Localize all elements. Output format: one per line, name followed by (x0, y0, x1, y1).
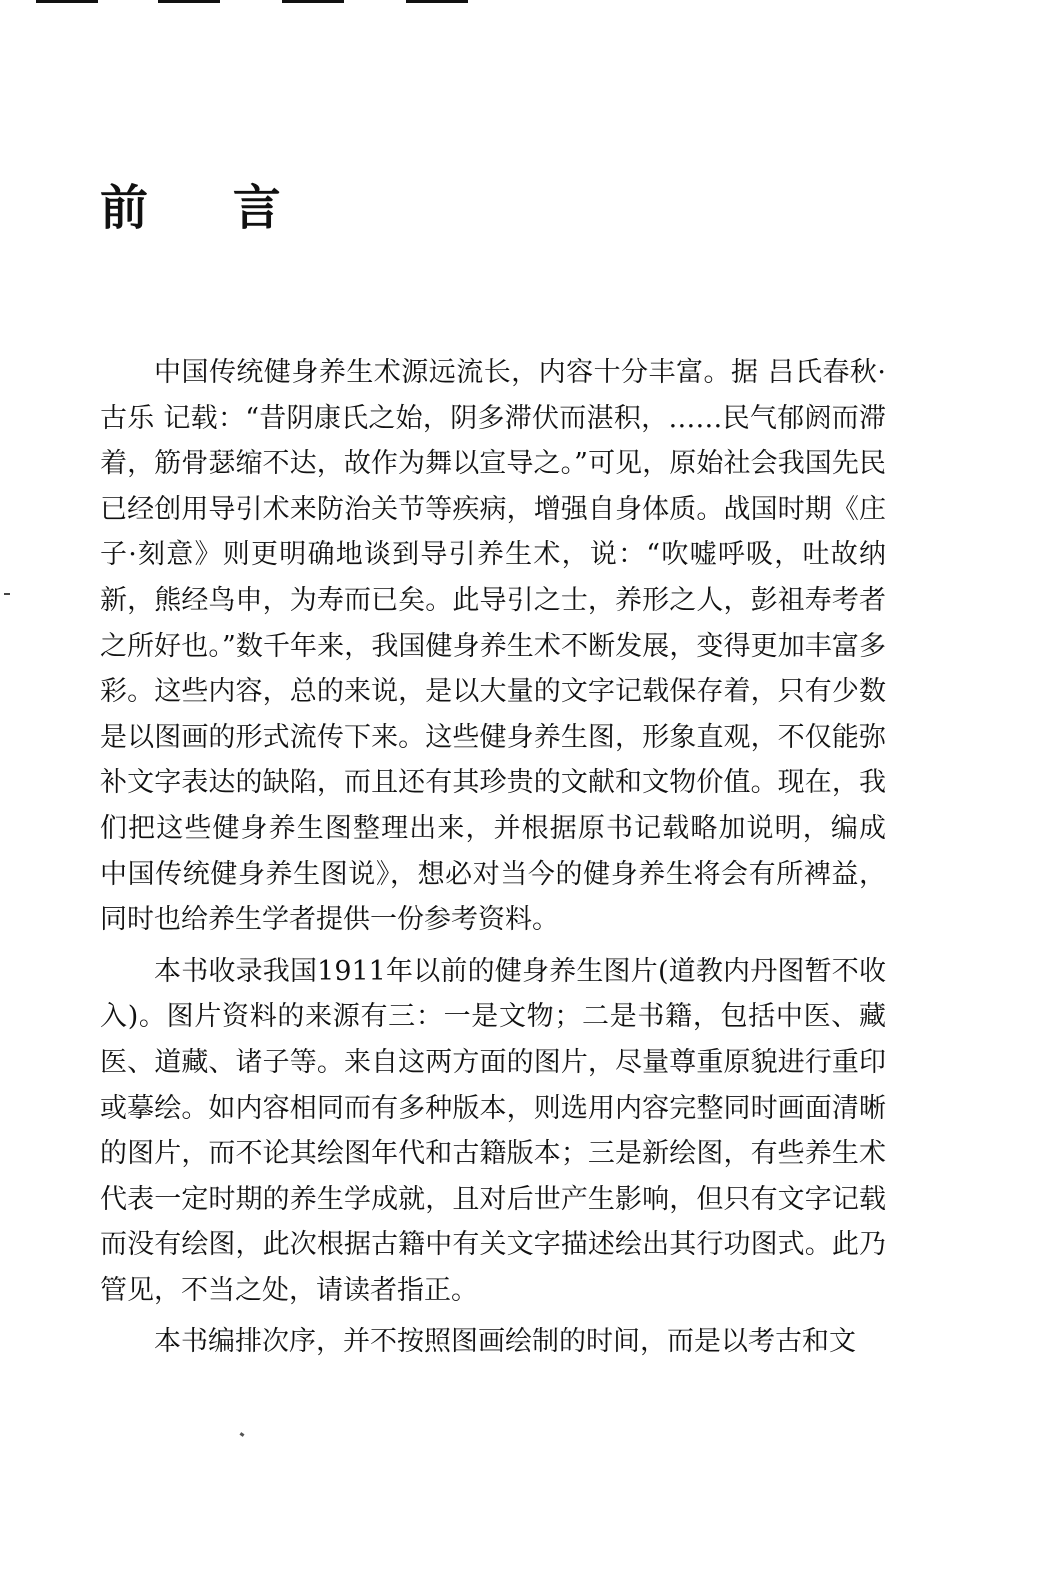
top-rule (36, 0, 98, 3)
paragraph-2: 本书收录我国1911年以前的健身养生图片(道教内丹图暂不收入)。图片资料的来源有三：一是文物；二是书籍，包括中医、藏医、道藏、诸子等。来自这两方面的图片，尽量尊重原貌进行重印或摹绘。如内容相同而有多种版本，则选用内容完整同时画面清晰的图片，而不论其绘图年代和古籍版本；三是新绘图，有些养生术代表一定时期的养生学成就，且对后世产生影响，但只有文字记载而没有绘图，此次根据古籍中有关文字描述绘出其行功图式。此乃管见，不当之处，请读者指正。 (100, 955, 886, 1306)
stray-mark (240, 1432, 245, 1437)
top-rule (158, 0, 220, 3)
margin-mark (4, 593, 10, 595)
page-title: 前 言 (100, 180, 315, 236)
paragraph-1: 中国传统健身养生术源远流长，内容十分丰富。据 吕氏春秋·古乐 记载：“昔阴康氏之始，阴多滞伏而湛积，……民气郁阏而滞着，筋骨瑟缩不达，故作为舞以宣导之。”可见，原始社会我国先民已经创用导引术来防治关节等疾病，增强自身体质。战国时期《庄子·刻意》则更明确地谈到导引养生术，说：“吹嘘呼吸，吐故纳新，熊经鸟申，为寿而已矣。此导引之士，养形之人，彭祖寿考者之所好也。”数千年来，我国健身养生术不断发展，变得更加丰富多彩。这些内容，总的来说，是以大量的文字记载保存着，只有少数是以图画的形式流传下来。这些健身养生图，形象直观，不仅能弥补文字表达的缺陷，而且还有其珍贵的文献和文物价值。现在，我们把这些健身养生图整理出来，并根据原书记载略加说明，编成 中国传统健身养生图说》，想必对当今的健身养生将会有所裨益，同时也给养生学者提供一份参考资料。 (100, 357, 886, 936)
paragraph-3: 本书编排次序，并不按照图画绘制的时间，而是以考古和文 (154, 1326, 856, 1358)
top-rule (282, 0, 344, 3)
top-rule (406, 0, 468, 3)
body-text (100, 350, 886, 1371)
